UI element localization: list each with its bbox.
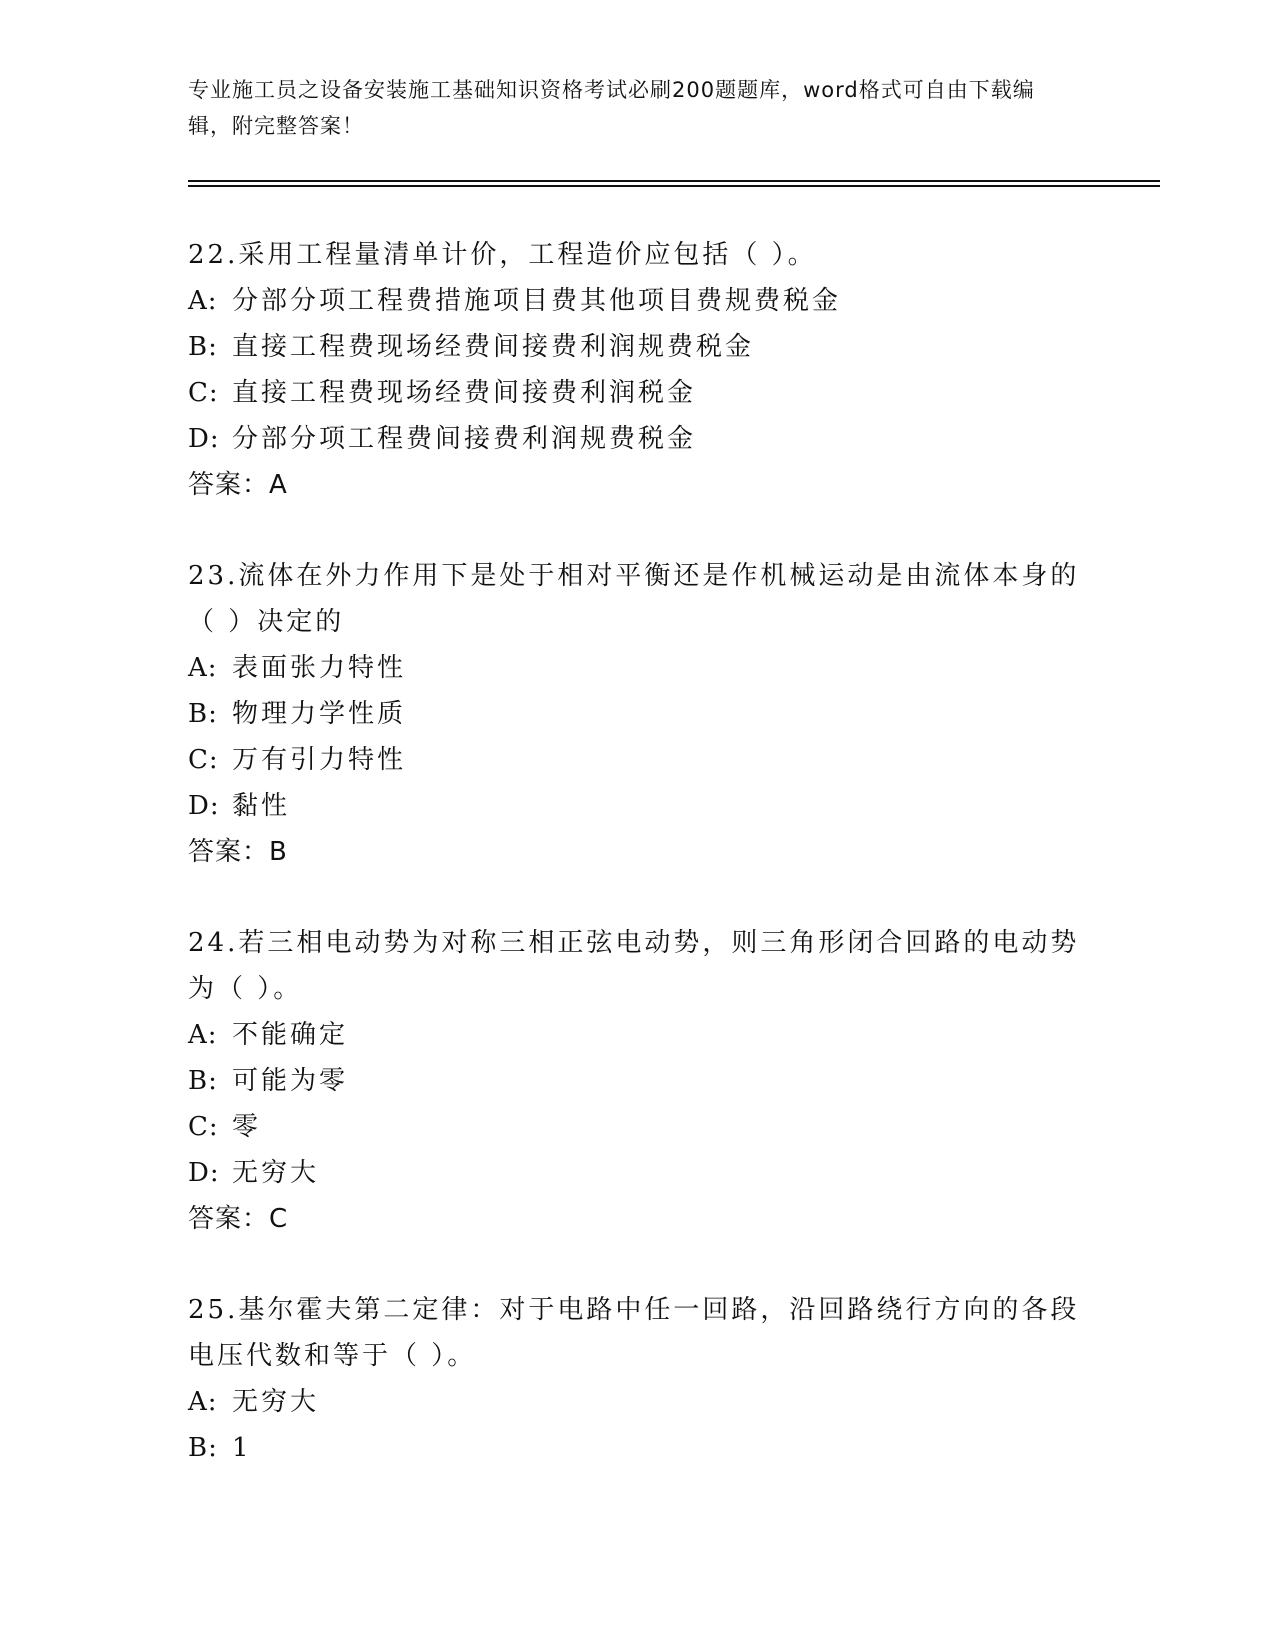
option-text: 1 — [232, 1433, 252, 1463]
option-text: 万有引力特性 — [232, 745, 407, 775]
question-24 — [188, 920, 1088, 1242]
question-23 — [188, 553, 1088, 875]
option-key: B: — [188, 1066, 218, 1096]
option-text: 无穷大 — [232, 1387, 320, 1417]
option-key: C: — [188, 745, 219, 775]
option-text: 物理力学性质 — [232, 699, 407, 729]
header-divider-top — [188, 180, 1160, 182]
option-text: 分部分项工程费措施项目费其他项目费规费税金 — [232, 286, 842, 316]
option-key: B: — [188, 1433, 218, 1463]
option-d — [188, 1150, 1088, 1196]
option-text: 黏性 — [232, 791, 291, 821]
option-b — [188, 1425, 1088, 1471]
option-text: 分部分项工程费间接费利润规费税金 — [232, 424, 697, 454]
option-a — [188, 1379, 1088, 1425]
option-key: D: — [188, 791, 220, 821]
option-b — [188, 691, 1088, 737]
option-b — [188, 1058, 1088, 1104]
question-text: 23.流体在外力作用下是处于相对平衡还是作机械运动是由流体本身的（ ）决定的 — [188, 561, 1080, 637]
answer-line: 答案：C — [188, 1204, 289, 1234]
option-key: C: — [188, 378, 219, 408]
option-text: 零 — [232, 1112, 262, 1142]
option-text: 不能确定 — [232, 1020, 349, 1050]
option-key: A: — [188, 1387, 218, 1417]
question-list — [188, 232, 1088, 1516]
header-divider-bottom — [188, 185, 1160, 187]
option-c — [188, 1104, 1088, 1150]
option-key: D: — [188, 424, 220, 454]
option-key: A: — [188, 653, 218, 683]
option-key: B: — [188, 699, 218, 729]
answer-line: 答案：A — [188, 470, 288, 500]
option-key: B: — [188, 332, 218, 362]
question-22 — [188, 232, 1088, 508]
option-a — [188, 1012, 1088, 1058]
question-text: 25.基尔霍夫第二定律：对于电路中任一回路，沿回路绕行方向的各段电压代数和等于（ ）。 — [188, 1295, 1080, 1371]
option-c — [188, 737, 1088, 783]
option-text: 无穷大 — [232, 1158, 320, 1188]
option-c — [188, 370, 1088, 416]
option-b — [188, 324, 1088, 370]
question-25 — [188, 1287, 1088, 1471]
option-a — [188, 278, 1088, 324]
option-text: 直接工程费现场经费间接费利润税金 — [232, 378, 697, 408]
option-key: A: — [188, 1020, 218, 1050]
option-text: 表面张力特性 — [232, 653, 407, 683]
question-text: 24.若三相电动势为对称三相正弦电动势，则三角形闭合回路的电动势为（ ）。 — [188, 928, 1080, 1004]
option-key: D: — [188, 1158, 220, 1188]
option-text: 可能为零 — [232, 1066, 349, 1096]
option-key: C: — [188, 1112, 219, 1142]
option-a — [188, 645, 1088, 691]
header-title: 专业施工员之设备安装施工基础知识资格考试必刷200题题库，word格式可自由下载编辑，附完整答案！ — [188, 78, 1035, 138]
option-text: 直接工程费现场经费间接费利润规费税金 — [232, 332, 755, 362]
question-text: 22.采用工程量清单计价，工程造价应包括（ ）。 — [188, 240, 817, 270]
option-key: A: — [188, 286, 218, 316]
document-header — [188, 72, 1078, 144]
option-d — [188, 783, 1088, 829]
answer-line: 答案：B — [188, 837, 288, 867]
option-d — [188, 416, 1088, 462]
